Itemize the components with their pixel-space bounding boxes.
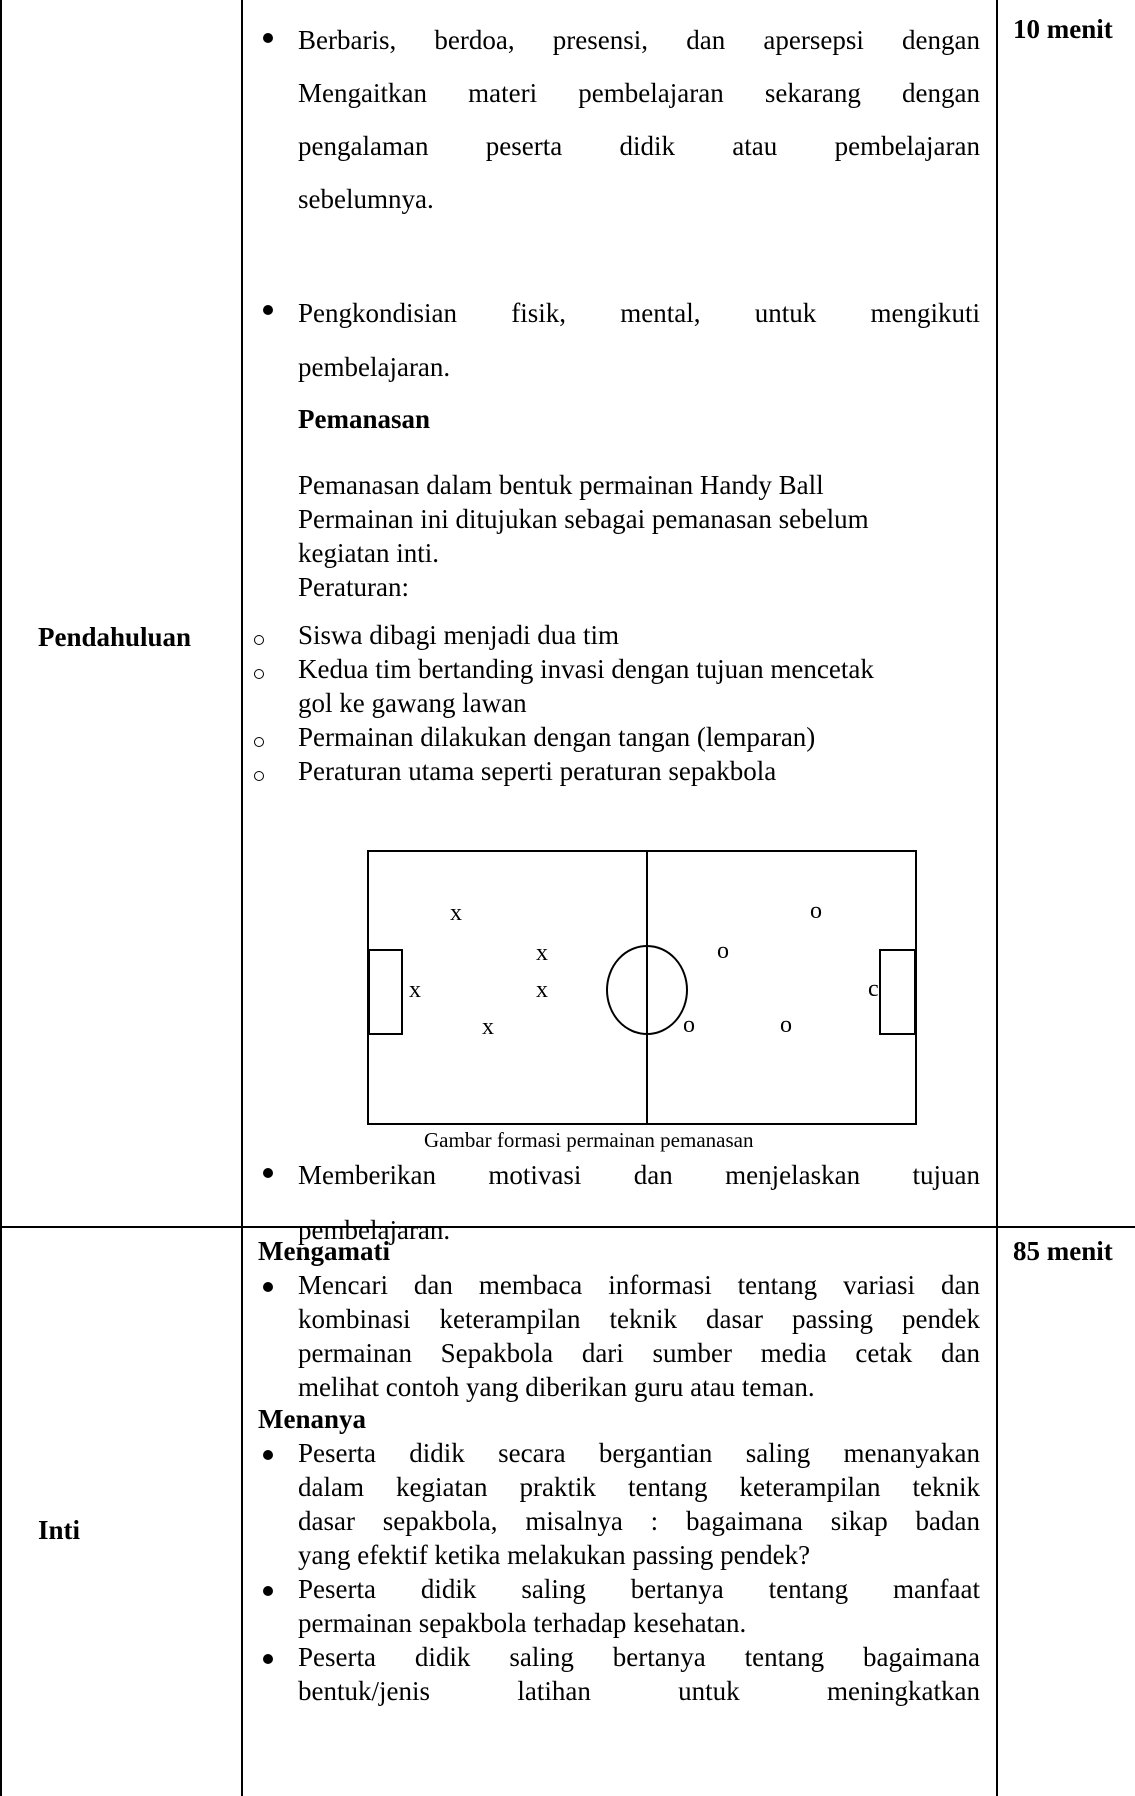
player-o-marker: o — [780, 1012, 792, 1038]
text-line: Berbaris, berdoa, presensi, dan apersepsi dengan — [298, 25, 980, 55]
text-line: Permainan ini ditujukan sebagai pemanasan sebelum — [298, 504, 869, 534]
text-line: Peserta didik saling bertanya tentang manfaat — [298, 1574, 980, 1604]
text-line: melihat contoh yang diberikan guru atau teman. — [298, 1372, 815, 1402]
player-o-marker: o — [683, 1012, 695, 1038]
bullet-apersepsi — [298, 14, 980, 226]
text-line: Mencari dan membaca informasi tentang variasi dan — [298, 1270, 980, 1300]
text-line: yang efektif ketika melakukan passing pendek? — [298, 1540, 811, 1570]
player-o-marker: o — [810, 898, 822, 924]
table-left-border — [0, 0, 2, 1796]
circle-bullet — [254, 635, 264, 645]
text-line: Peserta didik secara bergantian saling menanyakan — [298, 1438, 980, 1468]
text-line: pembelajaran. — [298, 352, 451, 382]
table-column-divider-1 — [241, 0, 243, 1796]
bullet-motivasi — [298, 1148, 980, 1258]
rule-item: Siswa dibagi menjadi dua tim — [298, 620, 619, 650]
player-x-marker: x — [536, 940, 548, 966]
bullet-dot — [263, 1168, 273, 1178]
warmup-description — [298, 468, 980, 604]
player-x-marker: x — [482, 1014, 494, 1040]
text-line: Pemanasan dalam bentuk permainan Handy Ball — [298, 470, 824, 500]
field-diagram — [367, 850, 917, 1125]
text-line: dasar sepakbola, misalnya : bagaimana sikap badan — [298, 1506, 980, 1536]
heading-pemanasan: Pemanasan — [298, 404, 431, 434]
text-line: bentuk/jenis latihan untuk meningkatkan — [298, 1676, 980, 1706]
text-line: permainan Sepakbola dari sumber media cetak dan — [298, 1338, 980, 1368]
rule-item: Permainan dilakukan dengan tangan (lemparan) — [298, 722, 816, 752]
field-lines — [369, 852, 915, 1123]
section-label-pendahuluan: Pendahuluan — [38, 622, 192, 652]
table-column-divider-2 — [996, 0, 998, 1796]
text-line: pengalaman peserta didik atau pembelajaran — [298, 131, 980, 161]
bullet-mengamati — [298, 1268, 980, 1404]
text-line: Mengaitkan materi pembelajaran sekarang dengan — [298, 78, 980, 108]
circle-bullet — [254, 737, 264, 747]
goalkeeper-right-marker: c — [868, 976, 879, 1002]
text-line: sebelumnya. — [298, 184, 434, 214]
rule-item: Kedua tim bertanding invasi dengan tujuan mencetak — [298, 654, 874, 684]
text-line: Pengkondisian fisik, mental, untuk mengikuti — [298, 298, 980, 328]
bullet-pengkondisian — [298, 286, 980, 394]
heading-menanya: Menanya — [258, 1404, 366, 1434]
duration-pendahuluan: 10 menit — [1013, 14, 1113, 44]
text-line: Peserta didik saling bertanya tentang bagaimana — [298, 1642, 980, 1672]
rule-item-continued: gol ke gawang lawan — [298, 688, 527, 718]
text-line: Peraturan: — [298, 572, 409, 602]
text-line: kegiatan inti. — [298, 538, 439, 568]
section-label-inti: Inti — [38, 1515, 81, 1545]
rule-item: Peraturan utama seperti peraturan sepakbola — [298, 756, 777, 786]
field-diagram-caption: Gambar formasi permainan pemanasan — [424, 1128, 754, 1152]
bullet-menanya-2 — [298, 1572, 980, 1640]
duration-inti: 85 menit — [1013, 1236, 1113, 1266]
bullet-dot — [263, 1450, 273, 1460]
bullet-dot — [263, 33, 273, 43]
bullet-dot — [263, 1282, 273, 1292]
circle-bullet — [254, 669, 264, 679]
bullet-menanya-3 — [298, 1640, 980, 1708]
player-o-marker: o — [717, 938, 729, 964]
text-line: kombinasi keterampilan teknik dasar passing pendek — [298, 1304, 980, 1334]
bullet-menanya-1 — [298, 1436, 980, 1572]
text-line: dalam kegiatan praktik tentang keterampilan teknik — [298, 1472, 980, 1502]
heading-mengamati: Mengamati — [258, 1236, 390, 1266]
bullet-dot — [263, 1654, 273, 1664]
player-x-marker: x — [450, 900, 462, 926]
text-line: permainan sepakbola terhadap kesehatan. — [298, 1608, 747, 1638]
bullet-dot — [263, 305, 273, 315]
text-line: pembelajaran. — [298, 1215, 451, 1245]
text-line: Memberikan motivasi dan menjelaskan tujuan — [298, 1160, 980, 1190]
player-x-marker: x — [409, 977, 421, 1003]
circle-bullet — [254, 771, 264, 781]
bullet-dot — [263, 1586, 273, 1596]
player-x-marker: x — [536, 977, 548, 1003]
